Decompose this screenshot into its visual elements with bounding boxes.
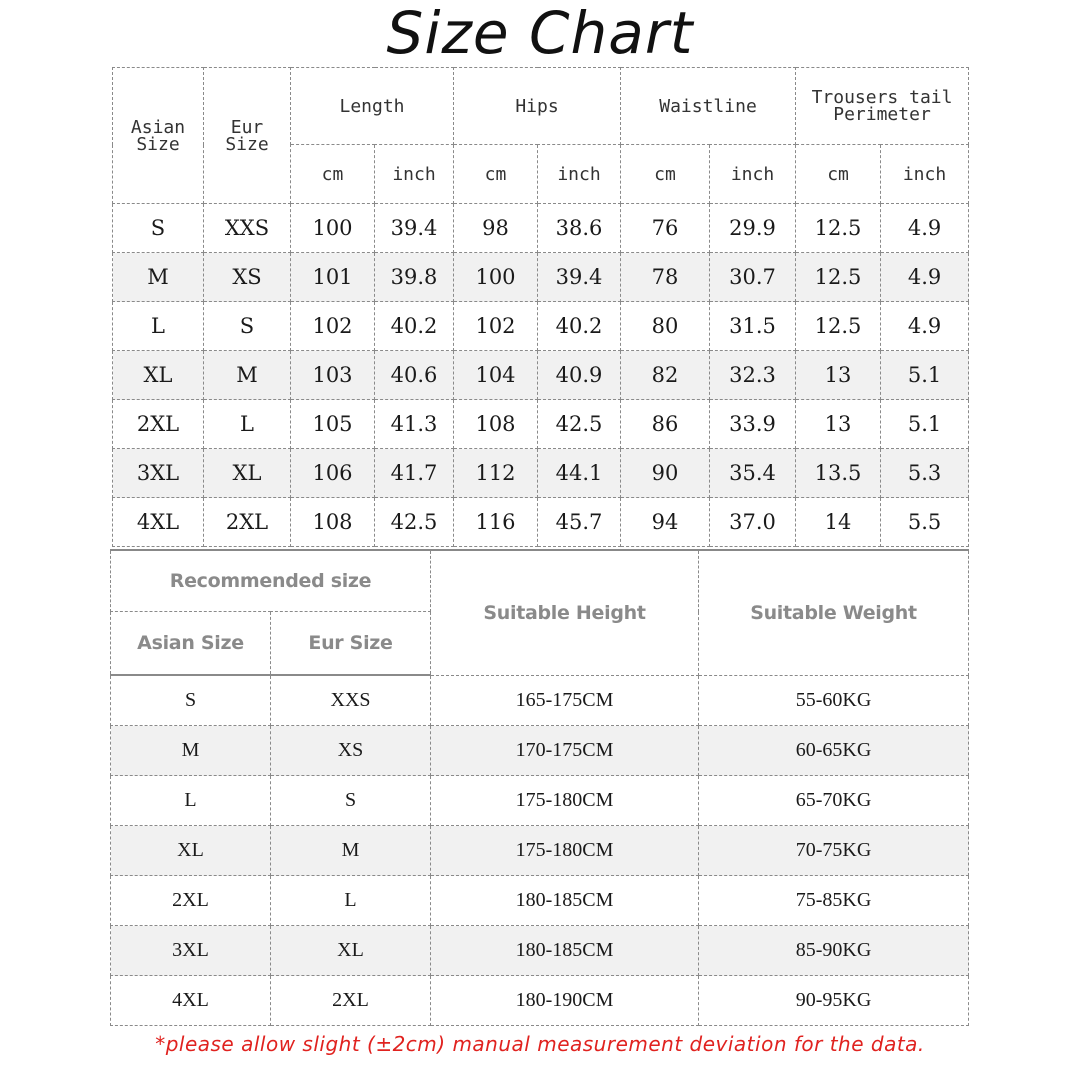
table-cell: 105 bbox=[291, 400, 375, 449]
table-cell: 180-185CM bbox=[431, 876, 699, 926]
header-eur-size: Eur Size bbox=[271, 612, 431, 676]
table-row bbox=[113, 204, 969, 253]
table-cell: 14 bbox=[796, 498, 881, 547]
table-row bbox=[113, 351, 969, 400]
table-cell: 39.4 bbox=[375, 204, 454, 253]
table-cell: S bbox=[111, 675, 271, 726]
table-cell: 5.1 bbox=[881, 400, 969, 449]
table-cell: 180-185CM bbox=[431, 926, 699, 976]
unit-inch: inch bbox=[881, 145, 969, 204]
table-cell: 90 bbox=[621, 449, 710, 498]
table-cell: M bbox=[113, 253, 204, 302]
table-cell: 5.1 bbox=[881, 351, 969, 400]
table-cell: 106 bbox=[291, 449, 375, 498]
table-cell: 180-190CM bbox=[431, 976, 699, 1026]
table-cell: 165-175CM bbox=[431, 675, 699, 726]
table-cell: 94 bbox=[621, 498, 710, 547]
table-cell: 40.9 bbox=[538, 351, 621, 400]
table-cell: S bbox=[113, 204, 204, 253]
header-suitable-weight: Suitable Weight bbox=[699, 550, 969, 675]
table-cell: 40.6 bbox=[375, 351, 454, 400]
table-cell: XS bbox=[204, 253, 291, 302]
table-cell: 104 bbox=[454, 351, 538, 400]
table-cell: L bbox=[113, 302, 204, 351]
table-row bbox=[113, 400, 969, 449]
table-cell: 41.3 bbox=[375, 400, 454, 449]
table-cell: 70-75KG bbox=[699, 826, 969, 876]
table-cell: 101 bbox=[291, 253, 375, 302]
table-cell: 102 bbox=[291, 302, 375, 351]
table-cell: 175-180CM bbox=[431, 776, 699, 826]
table-cell: 42.5 bbox=[375, 498, 454, 547]
table-cell: 5.3 bbox=[881, 449, 969, 498]
unit-inch: inch bbox=[375, 145, 454, 204]
table-cell: 75-85KG bbox=[699, 876, 969, 926]
table-cell: 13 bbox=[796, 351, 881, 400]
table-cell: 45.7 bbox=[538, 498, 621, 547]
table-cell: 170-175CM bbox=[431, 726, 699, 776]
table-cell: M bbox=[111, 726, 271, 776]
table-row bbox=[113, 449, 969, 498]
table-cell: 2XL bbox=[271, 976, 431, 1026]
table-cell: 39.8 bbox=[375, 253, 454, 302]
table-cell: M bbox=[204, 351, 291, 400]
table-row bbox=[111, 826, 969, 876]
table-row bbox=[111, 926, 969, 976]
table-cell: 38.6 bbox=[538, 204, 621, 253]
table-cell: 39.4 bbox=[538, 253, 621, 302]
table-cell: 13 bbox=[796, 400, 881, 449]
table-cell: 103 bbox=[291, 351, 375, 400]
table-cell: XS bbox=[271, 726, 431, 776]
table-cell: 29.9 bbox=[710, 204, 796, 253]
table-cell: 41.7 bbox=[375, 449, 454, 498]
table-cell: 175-180CM bbox=[431, 826, 699, 876]
table-cell: 65-70KG bbox=[699, 776, 969, 826]
table-cell: 4.9 bbox=[881, 302, 969, 351]
page-title: Size Chart bbox=[386, 0, 694, 67]
table-cell: 2XL bbox=[111, 876, 271, 926]
table-cell: 55-60KG bbox=[699, 675, 969, 726]
table-cell: 78 bbox=[621, 253, 710, 302]
table-cell: 3XL bbox=[113, 449, 204, 498]
header-trousers-tail-perimeter: Trousers tail Perimeter bbox=[796, 68, 969, 145]
table-cell: 12.5 bbox=[796, 302, 881, 351]
table-row bbox=[111, 675, 969, 726]
table-cell: XL bbox=[113, 351, 204, 400]
header-asian-size: Asian Size bbox=[113, 68, 204, 204]
table-row bbox=[113, 302, 969, 351]
table-cell: 85-90KG bbox=[699, 926, 969, 976]
table-cell: XXS bbox=[271, 675, 431, 726]
table-cell: 4XL bbox=[111, 976, 271, 1026]
table-cell: 4.9 bbox=[881, 204, 969, 253]
table-row bbox=[113, 498, 969, 547]
table-cell: XL bbox=[204, 449, 291, 498]
table-row bbox=[111, 976, 969, 1026]
table-cell: 90-95KG bbox=[699, 976, 969, 1026]
table-cell: 100 bbox=[454, 253, 538, 302]
table-row bbox=[111, 726, 969, 776]
table-cell: 44.1 bbox=[538, 449, 621, 498]
header-hips: Hips bbox=[454, 68, 621, 145]
header-length: Length bbox=[291, 68, 454, 145]
table-cell: 2XL bbox=[204, 498, 291, 547]
table-cell: 40.2 bbox=[375, 302, 454, 351]
unit-cm: cm bbox=[454, 145, 538, 204]
table-cell: L bbox=[204, 400, 291, 449]
table-cell: 112 bbox=[454, 449, 538, 498]
table-cell: 108 bbox=[454, 400, 538, 449]
table-row bbox=[111, 776, 969, 826]
measurement-deviation-note: *please allow slight (±2cm) manual measurement deviation for the data. bbox=[155, 1032, 925, 1056]
table-cell: S bbox=[271, 776, 431, 826]
table-cell: 102 bbox=[454, 302, 538, 351]
table-cell: 4.9 bbox=[881, 253, 969, 302]
table-cell: 37.0 bbox=[710, 498, 796, 547]
table-row bbox=[111, 876, 969, 926]
unit-cm: cm bbox=[796, 145, 881, 204]
unit-inch: inch bbox=[710, 145, 796, 204]
table-cell: 5.5 bbox=[881, 498, 969, 547]
table-cell: 33.9 bbox=[710, 400, 796, 449]
table-cell: 12.5 bbox=[796, 253, 881, 302]
header-eur-size: Eur Size bbox=[204, 68, 291, 204]
table-cell: 12.5 bbox=[796, 204, 881, 253]
recommended-size-table bbox=[110, 549, 969, 1026]
table-cell: XL bbox=[111, 826, 271, 876]
table-cell: M bbox=[271, 826, 431, 876]
size-measurement-table bbox=[112, 67, 969, 547]
unit-cm: cm bbox=[291, 145, 375, 204]
table-cell: L bbox=[111, 776, 271, 826]
table-row bbox=[113, 253, 969, 302]
table-cell: 60-65KG bbox=[699, 726, 969, 776]
table-cell: L bbox=[271, 876, 431, 926]
table-cell: XXS bbox=[204, 204, 291, 253]
table-cell: 116 bbox=[454, 498, 538, 547]
table-cell: 42.5 bbox=[538, 400, 621, 449]
table-cell: 86 bbox=[621, 400, 710, 449]
header-suitable-height: Suitable Height bbox=[431, 550, 699, 675]
table-cell: 82 bbox=[621, 351, 710, 400]
table-cell: 32.3 bbox=[710, 351, 796, 400]
table-cell: 35.4 bbox=[710, 449, 796, 498]
table-cell: 3XL bbox=[111, 926, 271, 976]
table-cell: 31.5 bbox=[710, 302, 796, 351]
table-cell: 76 bbox=[621, 204, 710, 253]
unit-cm: cm bbox=[621, 145, 710, 204]
unit-inch: inch bbox=[538, 145, 621, 204]
table-cell: 80 bbox=[621, 302, 710, 351]
table-cell: S bbox=[204, 302, 291, 351]
header-asian-size: Asian Size bbox=[111, 612, 271, 676]
table-cell: 100 bbox=[291, 204, 375, 253]
table-cell: 4XL bbox=[113, 498, 204, 547]
table-cell: 108 bbox=[291, 498, 375, 547]
table-cell: 30.7 bbox=[710, 253, 796, 302]
table-cell: 40.2 bbox=[538, 302, 621, 351]
header-recommended-size: Recommended size bbox=[111, 550, 431, 612]
header-waistline: Waistline bbox=[621, 68, 796, 145]
table-cell: 98 bbox=[454, 204, 538, 253]
table-cell: XL bbox=[271, 926, 431, 976]
table-cell: 2XL bbox=[113, 400, 204, 449]
table-cell: 13.5 bbox=[796, 449, 881, 498]
